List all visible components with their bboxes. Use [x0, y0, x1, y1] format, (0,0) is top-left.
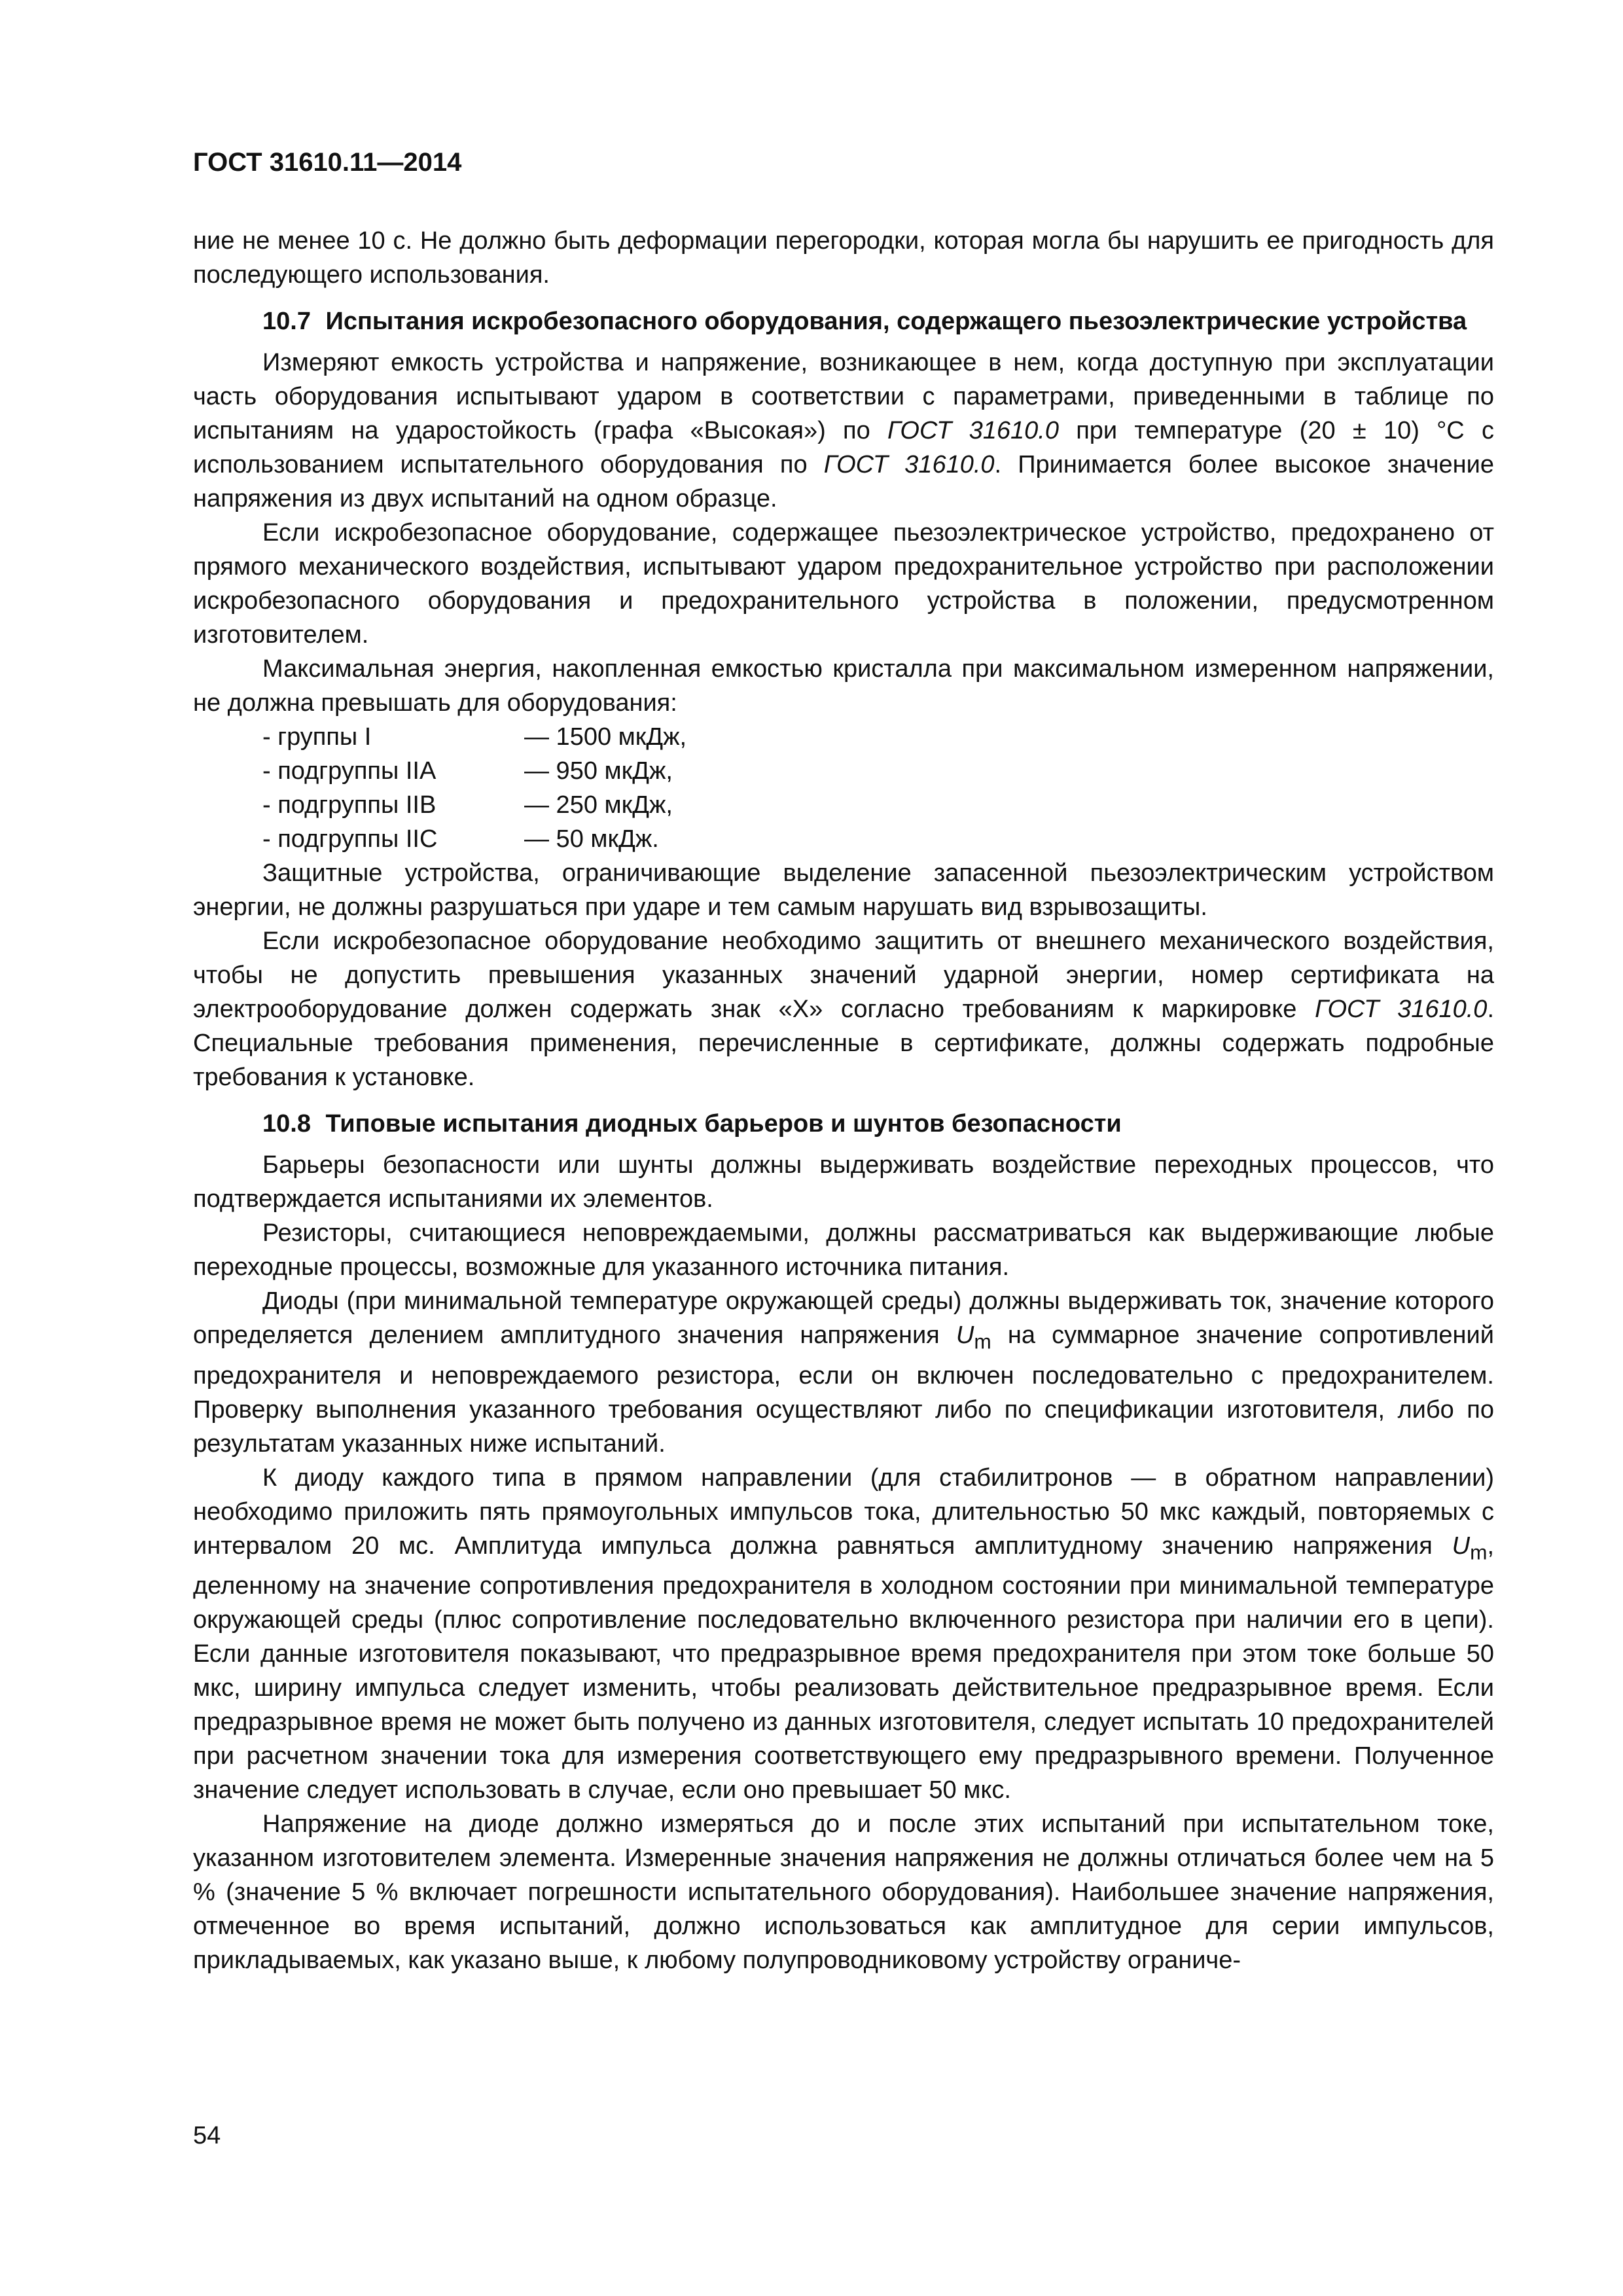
energy-value: — 50 мкДж. — [524, 825, 659, 853]
text-run: К диоду каждого типа в прямом направлении (для стабилитронов — в обратном направлении) необходимо приложить пять прямоугольных импульсов тока, длительностью 50 мкс каждый, повторяемых с интервалом 20 мс. Амплитуда импульса должна равняться амплитудному значению напряжения — [193, 1463, 1494, 1560]
voltage-symbol: U — [955, 1321, 974, 1349]
list-item — [193, 754, 1494, 788]
voltage-symbol: U — [1452, 1532, 1471, 1560]
standard-reference: ГОСТ 31610.0 — [1315, 996, 1488, 1023]
document-header: ГОСТ 31610.11—2014 — [193, 148, 462, 177]
section-number: 10.7 — [262, 308, 311, 335]
list-item — [193, 788, 1494, 822]
page-number: 54 — [193, 2122, 221, 2149]
group-label: - группы I — [262, 723, 372, 751]
list-item — [193, 822, 1494, 856]
energy-value: — 1500 мкДж, — [524, 723, 687, 751]
text-run: при температуре (20 ± 10) °С с использованием испытательного оборудования по — [193, 417, 1494, 478]
s10-8-paragraph-1: Барьеры безопасности или шунты должны выдерживать воздействие переходных процессов, что подтверждается испытаниями их элементов. — [193, 1151, 1494, 1213]
text-run: . Специальные требования применения, перечисленные в сертификате, должны содержать подробные требования к установке. — [193, 996, 1495, 1091]
energy-value: — 250 мкДж, — [524, 791, 673, 819]
s10-7-paragraph-4: Защитные устройства, ограничивающие выделение запасенной пьезоэлектрическим устройством энергии, не должны разрушаться при ударе и тем самым нарушать вид взрывозащиты. — [193, 859, 1494, 921]
s10-8-paragraph-2: Резисторы, считающиеся неповреждаемыми, должны рассматриваться как выдерживающие любые переходные процессы, возможные для указанного источника питания. — [193, 1219, 1494, 1281]
s10-7-paragraph-1 — [193, 346, 1494, 516]
text-run: . Принимается более высокое значение напряжения из двух испытаний на одном образце. — [193, 451, 1495, 512]
document-body — [193, 224, 1494, 1977]
group-label: - подгруппы IIA — [262, 757, 437, 785]
standard-reference: ГОСТ 31610.0 — [823, 451, 995, 478]
voltage-symbol-subscript: m — [1470, 1540, 1488, 1564]
s10-8-paragraph-4 — [193, 1461, 1494, 1808]
list-item — [193, 720, 1494, 754]
group-label: - подгруппы IIC — [262, 825, 438, 853]
energy-value: — 950 мкДж, — [524, 757, 673, 785]
standard-reference: ГОСТ 31610.0 — [887, 417, 1059, 444]
section-number: 10.8 — [262, 1110, 311, 1138]
section-title: Испытания искробезопасного оборудования, содержащего пьезоэлектрические устройства — [325, 308, 1467, 335]
text-run: Если искробезопасное оборудование необходимо защитить от внешнего механического воздействия, чтобы не допустить превышения указанных значений ударной энергии, номер сертификата на электрооборудование должен содержать знак «X» согласно требованиям к маркировке — [193, 927, 1494, 1023]
s10-7-paragraph-5 — [193, 924, 1494, 1094]
intro-paragraph: ние не менее 10 с. Не должно быть деформации перегородки, которая могла бы нарушить ее пригодность для последующего использования. — [193, 227, 1494, 289]
text-run: Измеряют емкость устройства и напряжение, возникающее в нем, когда доступную при эксплуатации часть оборудования испытывают ударом в соответствии с параметрами, приведенными в таблице по испытаниям на ударостойкость (графа «Высокая») по — [193, 349, 1494, 444]
text-run: Диоды (при минимальной температуре окружающей среды) должны выдерживать ток, значение которого определяется делением амплитудного значения напряжения — [193, 1287, 1494, 1349]
s10-8-paragraph-5: Напряжение на диоде должно измеряться до и после этих испытаний при испытательном токе, указанном изготовителем элемента. Измеренные значения напряжения не должны отличаться более чем на 5 % (значение 5 % включает погрешности испытательного оборудования). Наибольшее значение напряжения, отмеченное во время испытаний, должно использоваться как амплитудное для серии импульсов, прикладываемых, как указано выше, к любому полупроводниковому устройству ограниче- — [193, 1810, 1494, 1975]
text-run: на суммарное значение сопротивлений предохранителя и неповреждаемого резистора, если он включен последовательно с предохранителем. Проверку выполнения указанного требования осуществляют либо по спецификации изготовителя, либо по результатам указанных ниже испытаний. — [193, 1321, 1494, 1458]
s10-7-paragraph-2: Если искробезопасное оборудование, содержащее пьезоэлектрическое устройство, предохранено от прямого механического воздействия, испытывают ударом предохранительное устройство при расположении искробезопасного оборудования и предохранительного устройства в положении, предусмотренном изготовителем. — [193, 519, 1494, 649]
group-label: - подгруппы IIB — [262, 791, 437, 819]
text-run: , деленному на значение сопротивления предохранителя в холодном состоянии при минимальной температуре окружающей среды (плюс сопротивление последовательно включенного резистора при наличии его в цепи). Если данные изготовителя показывают, что предразрывное время предохранителя при этом токе больше 50 мкс, ширину импульса следует изменить, чтобы реализовать действительное предразрывное время. Если предразрывное время не может быть получено из данных изготовителя, следует испытать 10 предохранителей при расчетном значении тока для измерения соответствующего ему предразрывного времени. Полученное значение следует использовать в случае, если оно превышает 50 мкс. — [193, 1532, 1494, 1804]
section-10-7-heading — [262, 305, 1494, 338]
section-10-8-heading — [262, 1107, 1494, 1140]
s10-7-paragraph-3: Максимальная энергия, накопленная емкостью кристалла при максимальном измеренном напряжении, не должна превышать для оборудования: — [193, 655, 1494, 717]
voltage-symbol-subscript: m — [974, 1329, 991, 1354]
s10-8-paragraph-3 — [193, 1284, 1494, 1461]
energy-limits-list — [193, 720, 1494, 856]
section-title: Типовые испытания диодных барьеров и шунтов безопасности — [325, 1110, 1122, 1138]
